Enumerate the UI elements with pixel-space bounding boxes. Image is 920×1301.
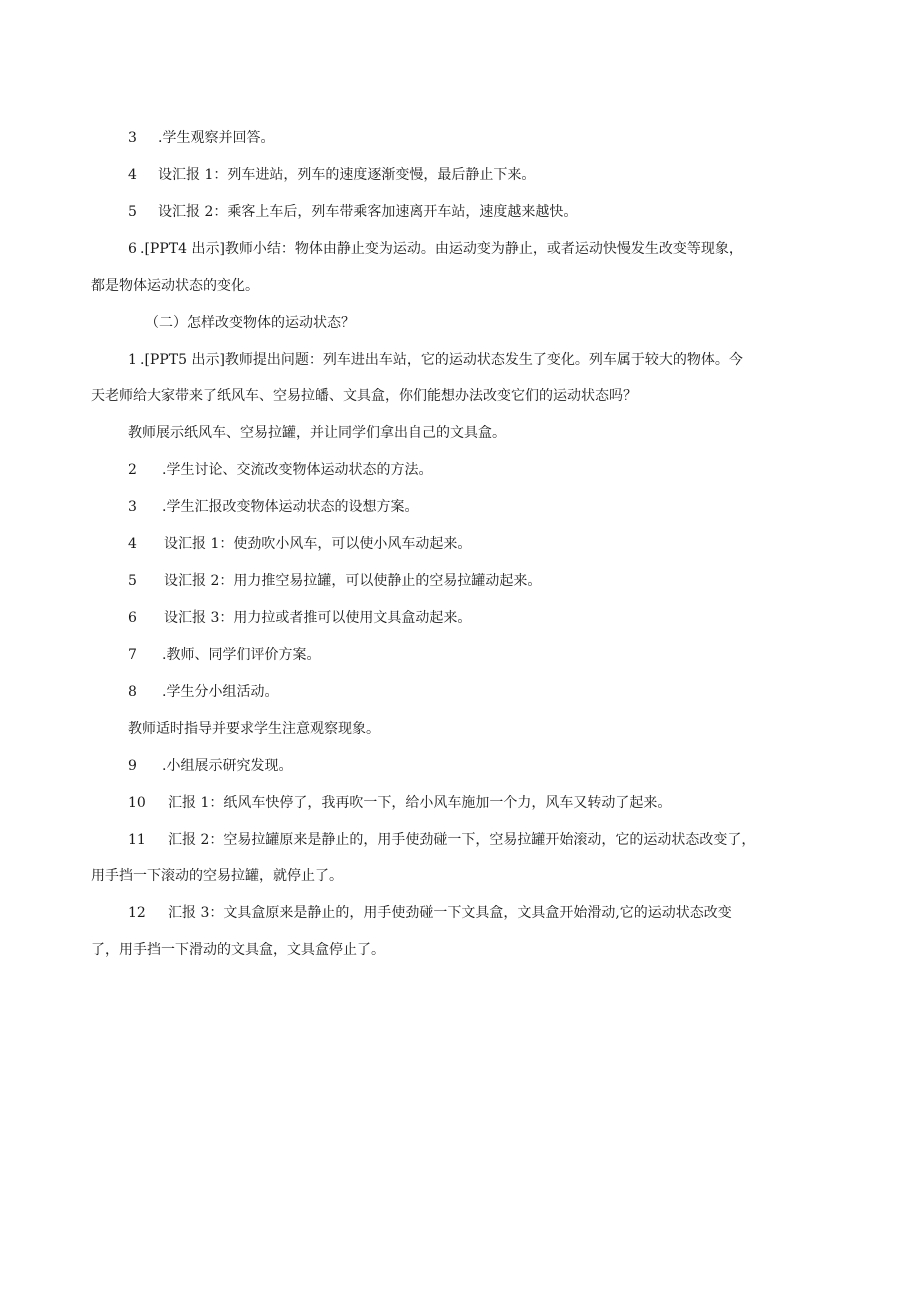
item-number: 2 bbox=[128, 462, 137, 478]
line-text: .小组展示研究发现。 bbox=[162, 758, 293, 774]
line-text: 汇报 1：纸风车快停了，我再吹一下，给小风车施加一个力，风车又转动了起来。 bbox=[168, 795, 672, 811]
line-text: 天老师给大家带来了纸风车、空易拉皤、文具盒，你们能想办法改变它们的运动状态吗？ bbox=[91, 388, 637, 404]
line-text: 用手挡一下滚动的空易拉罐，就停止了。 bbox=[91, 868, 343, 884]
line-text: 教师展示纸风车、空易拉罐，并让同学们拿出自己的文具盒。 bbox=[128, 425, 506, 441]
paragraph-line bbox=[91, 940, 385, 960]
paragraph-line bbox=[128, 793, 671, 813]
paragraph-line bbox=[128, 128, 274, 148]
paragraph-line bbox=[128, 239, 743, 259]
line-text: 汇报 2：空易拉罐原来是静止的，用手使劲碰一下，空易拉罐开始滚动，它的运动状态改变了， bbox=[168, 832, 756, 848]
item-number: 6 bbox=[128, 241, 137, 257]
line-text: 设汇报 2：用力推空易拉罐，可以使静止的空易拉罐动起来。 bbox=[164, 573, 542, 589]
paragraph-line bbox=[128, 682, 278, 702]
line-text: 设汇报 1：使劲吹小风车，可以使小风车动起来。 bbox=[164, 536, 472, 552]
paragraph-line bbox=[128, 571, 541, 591]
item-number: 11 bbox=[128, 832, 146, 848]
paragraph-line bbox=[128, 497, 418, 517]
line-text: 设汇报 1：列车进站，列车的速度逐渐变慢，最后静止下来。 bbox=[158, 167, 536, 183]
paragraph-line bbox=[128, 202, 577, 222]
paragraph-line bbox=[128, 423, 506, 443]
line-text: 设汇报 3：用力拉或者推可以使用文具盒动起来。 bbox=[164, 610, 472, 626]
paragraph-line bbox=[128, 608, 471, 628]
line-text: 了，用手挡一下滑动的文具盒，文具盒停止了。 bbox=[91, 942, 385, 958]
paragraph-line bbox=[128, 645, 320, 665]
paragraph-line bbox=[91, 866, 343, 886]
paragraph-line bbox=[128, 830, 755, 850]
line-text: .学生汇报改变物体运动状态的设想方案。 bbox=[162, 499, 419, 515]
item-number: 4 bbox=[128, 536, 137, 552]
line-text: 汇报 3：文具盒原来是静止的，用手使劲碰一下文具盒，文具盒开始滑动,它的运动状态改变 bbox=[168, 905, 732, 921]
line-text: .学生分小组活动。 bbox=[162, 684, 279, 700]
paragraph-line bbox=[128, 534, 471, 554]
paragraph-line bbox=[128, 350, 743, 370]
line-text: 教师适时指导并要求学生注意观察现象。 bbox=[128, 721, 380, 737]
line-text: .教师、同学们评价方案。 bbox=[162, 647, 321, 663]
item-number: 1 bbox=[128, 352, 137, 368]
line-text: 设汇报 2：乘客上车后，列车带乘客加速离开车站，速度越来越快。 bbox=[158, 204, 578, 220]
line-text: .学生讨论、交流改变物体运动状态的方法。 bbox=[162, 462, 433, 478]
paragraph-line bbox=[128, 719, 380, 739]
paragraph-line bbox=[91, 386, 637, 406]
item-number: 10 bbox=[128, 795, 146, 811]
line-text: .学生观察并回答。 bbox=[158, 130, 275, 146]
item-number: 5 bbox=[128, 204, 137, 220]
item-number: 12 bbox=[128, 905, 146, 921]
item-number: 3 bbox=[128, 130, 137, 146]
item-number: 3 bbox=[128, 499, 137, 515]
item-number: 5 bbox=[128, 573, 137, 589]
paragraph-line bbox=[128, 165, 535, 185]
item-number: 6 bbox=[128, 610, 137, 626]
section-heading bbox=[145, 313, 355, 333]
line-text: .[PPT5 出示]教师提出问题：列车进出车站，它的运动状态发生了变化。列车属于较大的物体。今 bbox=[140, 352, 743, 368]
line-text: 都是物体运动状态的变化。 bbox=[91, 278, 259, 294]
line-text: .[PPT4 出示]教师小结：物体由静止变为运动。由运动变为静止，或者运动快慢发生改变等现象， bbox=[140, 241, 743, 257]
item-number: 7 bbox=[128, 647, 137, 663]
item-number: 4 bbox=[128, 167, 137, 183]
paragraph-line bbox=[91, 276, 259, 296]
item-number: 8 bbox=[128, 684, 137, 700]
paragraph-line bbox=[128, 756, 292, 776]
paragraph-line bbox=[128, 903, 732, 923]
paragraph-line bbox=[128, 460, 432, 480]
heading-text: （二）怎样改变物体的运动状态？ bbox=[145, 315, 355, 331]
item-number: 9 bbox=[128, 758, 137, 774]
